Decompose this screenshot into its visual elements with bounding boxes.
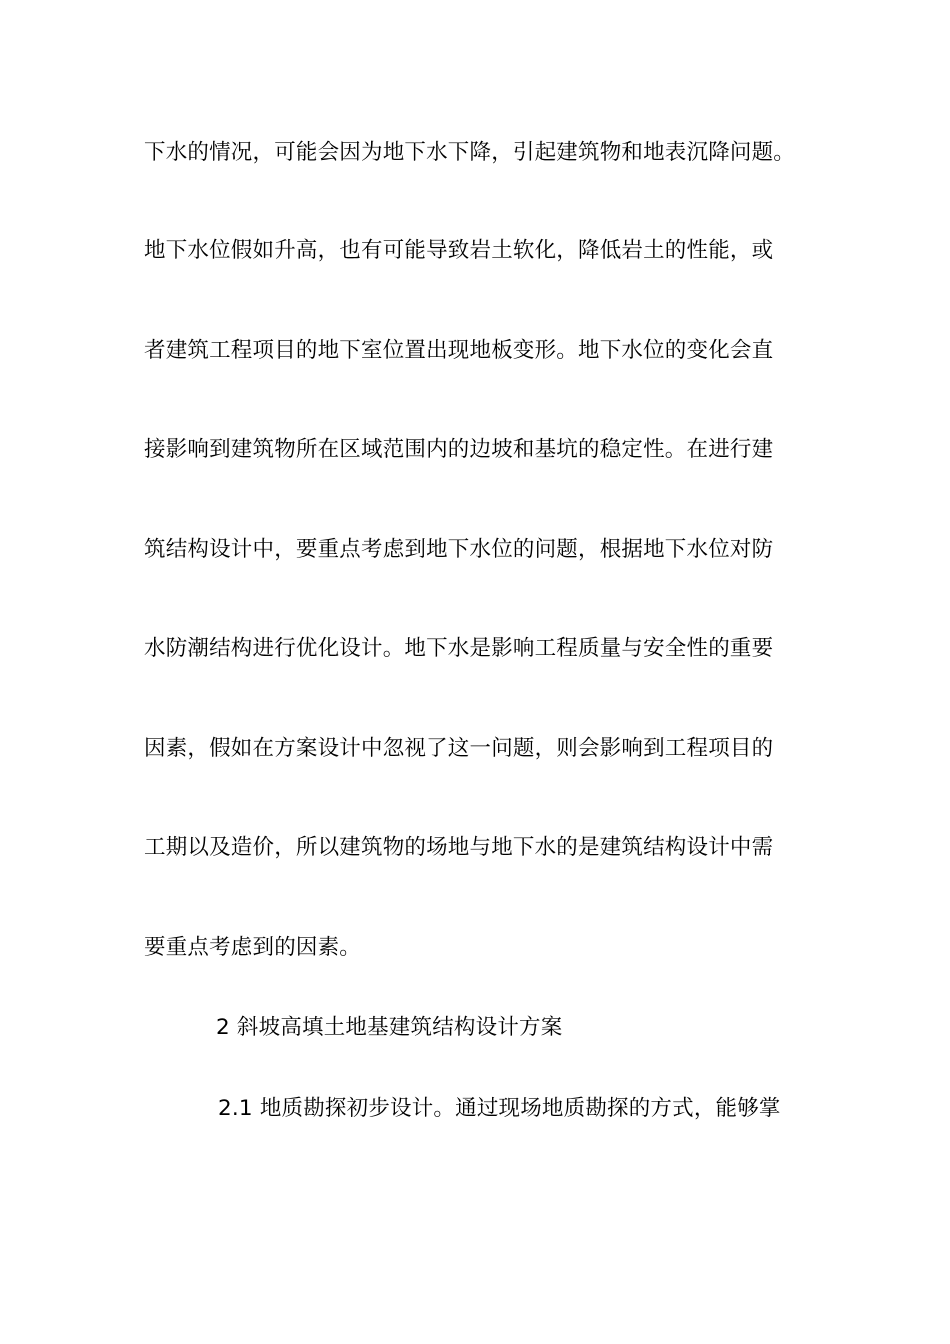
paragraph-line: 因素，假如在方案设计中忽视了这一问题，则会影响到工程项目的 xyxy=(144,736,774,761)
paragraph-line: 地下水位假如升高，也有可能导致岩土软化，降低岩土的性能，或 xyxy=(144,238,774,263)
paragraph-line: 接影响到建筑物所在区域范围内的边坡和基坑的稳定性。在进行建 xyxy=(144,437,774,462)
paragraph-line: 者建筑工程项目的地下室位置出现地板变形。地下水位的变化会直 xyxy=(144,338,774,363)
subsection-line: 2.1 地质勘探初步设计。通过现场地质勘探的方式，能够掌 xyxy=(218,1096,781,1121)
paragraph-line: 工期以及造价，所以建筑物的场地与地下水的是建筑结构设计中需 xyxy=(144,835,774,860)
paragraph-line: 要重点考虑到的因素。 xyxy=(144,935,362,960)
paragraph-line: 下水的情况，可能会因为地下水下降，引起建筑物和地表沉降问题。 xyxy=(144,140,796,165)
paragraph-line: 筑结构设计中，要重点考虑到地下水位的问题，根据地下水位对防 xyxy=(144,537,774,562)
paragraph-line: 水防潮结构进行优化设计。地下水是影响工程质量与安全性的重要 xyxy=(144,636,774,661)
section-heading: 2 斜坡高填土地基建筑结构设计方案 xyxy=(216,1015,563,1040)
